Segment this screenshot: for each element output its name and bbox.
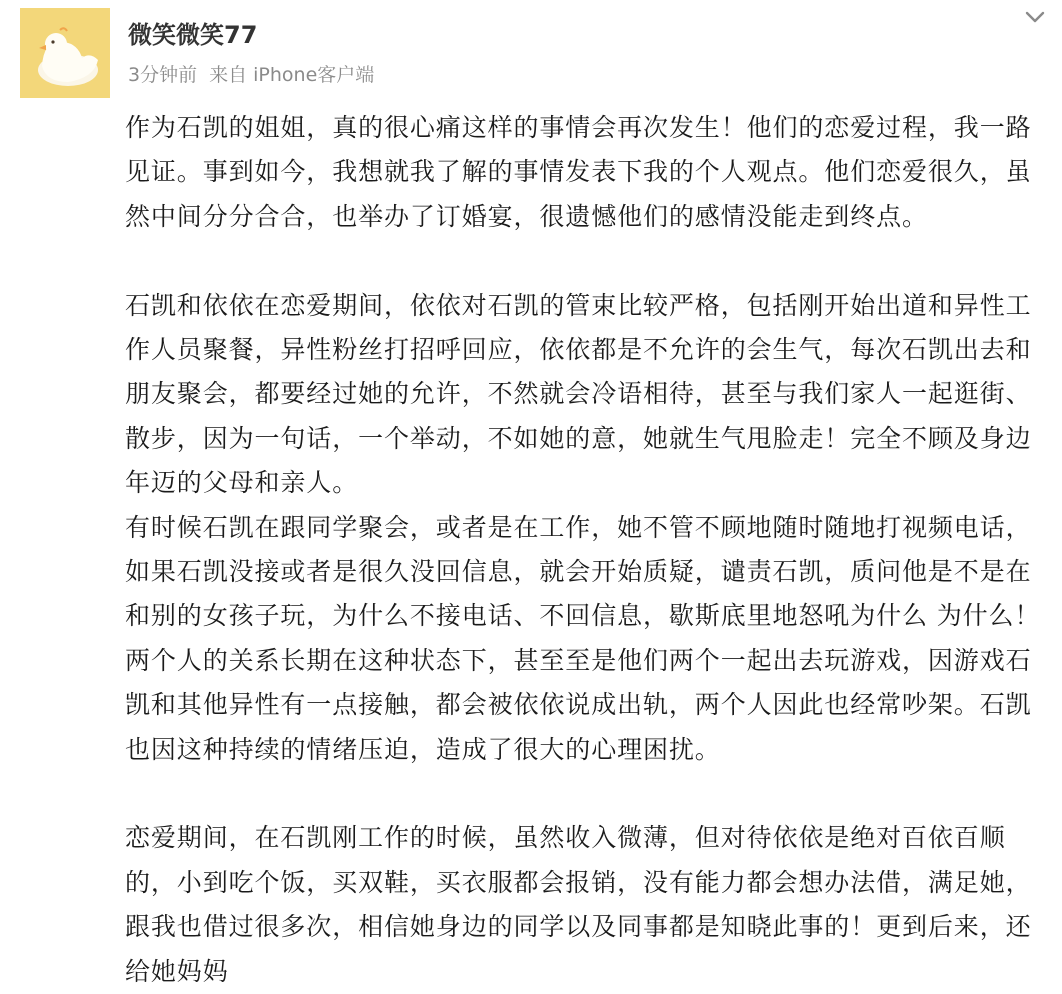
post-body (125, 106, 1055, 994)
post-meta (128, 61, 374, 89)
post-source[interactable]: 来自 iPhone客户端 (209, 64, 375, 86)
post-paragraph: 作为石凯的姐姐，真的很心痛这样的事情会再次发生！他们的恋爱过程，我一路见证。事到如今，我想就我了解的事情发表下我的个人观点。他们恋爱很久，虽然中间分分合合，也举办了订婚宴，很遗憾他们的感情没能走到终点。 (125, 113, 1032, 231)
post-paragraph: 有时候石凯在跟同学聚会，或者是在工作，她不管不顾地随时随地打视频电话，如果石凯没接或者是很久没回信息，就会开始质疑，谴责石凯，质问他是不是在和别的女孩子玩，为什么不接电话、不回信息，歇斯底里地怒吼为什么 为什么！两个人的关系长期在这种状态下，甚至至是他们两个一起出去玩游戏，因游戏石凯和其他异性有一点接触，都会被依依说成出轨，两个人因此也经常吵架。石凯也因这种持续的情绪压迫，造成了很大的心理困扰。 (125, 512, 1041, 764)
post-paragraph: 石凯和依依在恋爱期间，依依对石凯的管束比较严格，包括刚开始出道和异性工作人员聚餐，异性粉丝打招呼回应，依依都是不允许的会生气，每次石凯出去和朋友聚会，都要经过她的允许，不然就会冷语相待，甚至与我们家人一起逛街、散步，因为一句话，一个举动，不如她的意，她就生气甩脸走！完全不顾及身边年迈的父母和亲人。 (125, 290, 1032, 498)
chevron-down-icon[interactable] (1020, 4, 1050, 30)
duck-avatar-icon (20, 8, 110, 98)
avatar[interactable] (20, 8, 110, 98)
paragraph-gap (125, 772, 1055, 816)
post-time: 3分钟前 (128, 64, 198, 86)
paragraph-gap (125, 239, 1055, 283)
post-paragraph: 恋爱期间，在石凯刚工作的时候，虽然收入微薄，但对待依依是绝对百依百顺的，小到吃个饭，买双鞋，买衣服都会报销，没有能力都会想办法借，满足她，跟我也借过很多次，相信她身边的同学以及同事都是知晓此事的！更到后来，还给她妈妈 (125, 823, 1032, 986)
author-name[interactable]: 微笑微笑77 (128, 21, 258, 49)
